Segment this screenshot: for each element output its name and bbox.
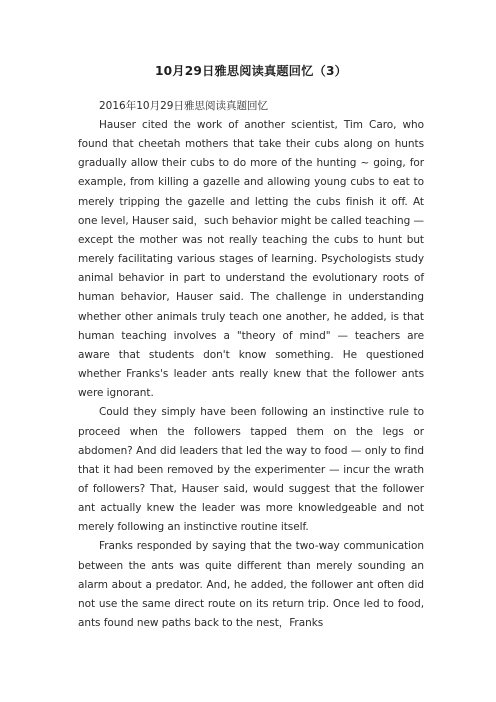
paragraph: Could they simply have been following an instinctive rule to proceed when the followers tapped them on the legs or abdomen? And did leaders that led the way to food — only to find that it had been removed by the experimenter — incur the wrath of followers? That, Hauser said, would suggest that the follower ant actually knew the leader was more knowledgeable and not merely following an instinctive routine itself.: [78, 406, 424, 534]
paragraph: Hauser cited the work of another scientist, Tim Caro, who found that cheetah mothers that take their cubs along on hunts gradually allow their cubs to do more of the hunting ~ going, for example, from killing a gazelle and allowing young cubs to eat to merely tripping the gazelle and letting the cubs finish it off. At one level, Hauser said，such behavior might be called teaching — except the mother was not really teaching the cubs to hunt but merely facilitating various stages of learning. Psychologists study animal behavior in part to understand the evolutionary roots of human behavior, Hauser said. The challenge in understanding whether other animals truly teach one another, he added, is that human teaching involves a "theory of mind" — teachers are aware that students don't know something. He questioned whether Franks's leader ants really knew that the follower ants were ignorant.: [78, 119, 424, 400]
document-subheading: 2016年10月29日雅思阅读真题回忆: [99, 100, 268, 112]
document-title: 10月29日雅思阅读真题回忆（3）: [154, 64, 348, 78]
paragraph: Franks responded by saying that the two-way communication between the ants was quite different than merely sounding an alarm about a predator. And, he added, the follower ant often did not use the same direct route on its return trip. Once led to food, ants found new paths back to the nest，Franks: [78, 540, 424, 630]
